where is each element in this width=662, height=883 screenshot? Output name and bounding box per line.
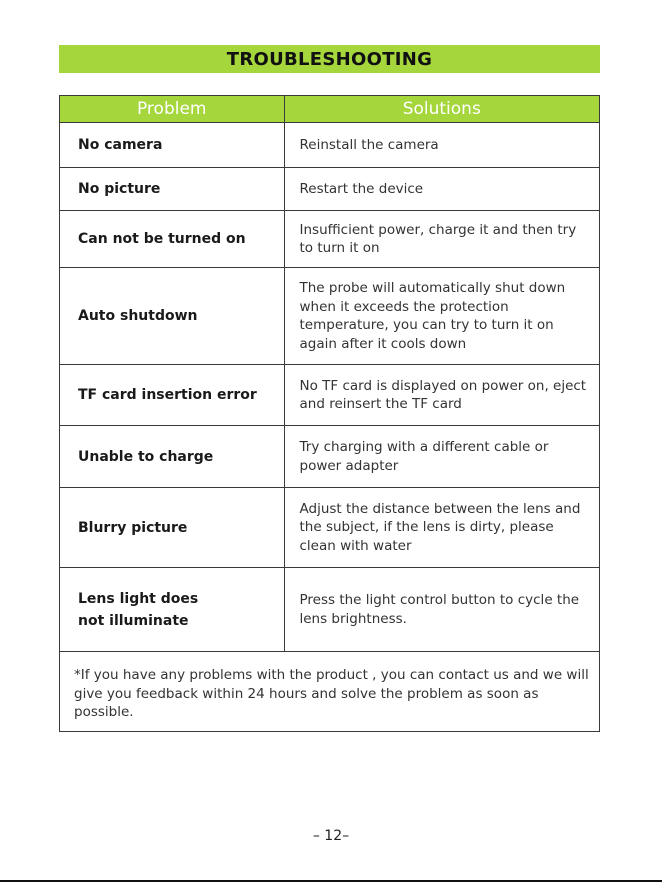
problem-cell: No camera [60,123,284,168]
table-row [60,268,599,365]
problem-cell: Auto shutdown [60,268,284,365]
column-header-problem: Problem [60,96,284,123]
troubleshooting-table [60,96,599,652]
problem-cell: Blurry picture [60,488,284,568]
page-number: – 12– [312,828,350,844]
problem-cell: TF card insertion error [60,365,284,426]
table-row [60,168,599,211]
table-row [60,123,599,168]
solution-cell: Adjust the distance between the lens and the subject, if the lens is dirty, please clean with water [284,488,599,568]
table-row [60,365,599,426]
table-row [60,211,599,268]
page-title: TROUBLESHOOTING [226,48,433,70]
solution-cell: No TF card is displayed on power on, eject and reinsert the TF card [284,365,599,426]
solution-cell: The probe will automatically shut down when it exceeds the protection temperature, you can try to turn it on again after it cools down [284,268,599,365]
problem-cell: Lens light does not illuminate [60,568,284,652]
solution-cell: Insufficient power, charge it and then try to turn it on [284,211,599,268]
bottom-divider [0,880,662,882]
solution-cell: Reinstall the camera [284,123,599,168]
solution-cell: Press the light control button to cycle the lens brightness. [284,568,599,652]
problem-cell: Unable to charge [60,426,284,488]
column-header-solutions: Solutions [284,96,599,123]
table-row [60,488,599,568]
troubleshooting-table-container [59,95,600,732]
solution-cell: Restart the device [284,168,599,211]
problem-cell: No picture [60,168,284,211]
contact-footnote: *If you have any problems with the product , you can contact us and we will give you feedback within 24 hours and solve the problem as soon as possible. [74,667,589,720]
solution-cell: Try charging with a different cable or power adapter [284,426,599,488]
table-row [60,568,599,652]
table-header-row [60,96,599,123]
table-row [60,426,599,488]
title-banner [59,45,600,73]
problem-cell: Can not be turned on [60,211,284,268]
